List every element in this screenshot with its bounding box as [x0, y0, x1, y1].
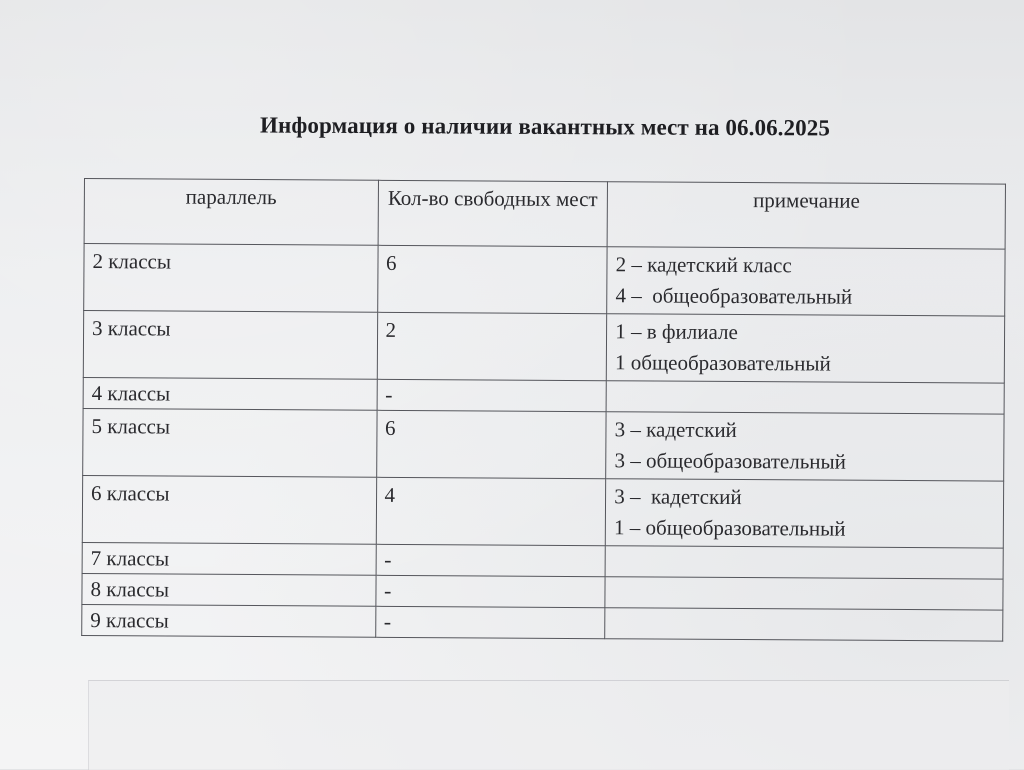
table-row [83, 311, 1004, 384]
grade-cell: 7 классы [82, 542, 376, 575]
count-cell: - [376, 544, 606, 576]
note-line: 3 – кадетский [614, 417, 737, 442]
faded-backside-form [88, 680, 1009, 770]
grade-cell: 5 классы [83, 408, 377, 477]
grade-cell: 6 классы [82, 475, 376, 544]
notes-cell [605, 546, 1003, 579]
grade-cell: 8 классы [82, 573, 376, 606]
count-cell: 2 [377, 312, 607, 380]
note-line: 3 – общеобразовательный [614, 448, 846, 474]
count-cell: 4 [376, 477, 606, 545]
vacancy-table [81, 178, 1006, 642]
header-notes: примечание [607, 182, 1005, 249]
note-line: 1 – общеобразовательный [614, 515, 846, 541]
table-header-row [84, 179, 1005, 250]
table-row [82, 604, 1003, 641]
notes-cell [606, 381, 1004, 414]
table-row [82, 475, 1003, 548]
notes-cell [605, 479, 1003, 548]
count-cell: - [375, 575, 605, 607]
note-line: 1 – в филиале [615, 319, 738, 344]
notes-cell [607, 247, 1005, 316]
notes-cell [606, 314, 1004, 383]
notes-cell [605, 608, 1003, 641]
grade-cell: 2 классы [84, 244, 378, 313]
note-line: 2 – кадетский класс [615, 252, 792, 278]
count-cell: - [377, 379, 607, 411]
notes-cell [605, 577, 1003, 610]
header-grade: параллель [84, 179, 378, 246]
grade-cell: 4 классы [83, 377, 377, 410]
grade-cell: 9 классы [82, 604, 376, 637]
note-line: 1 общеобразовательный [615, 350, 831, 376]
count-cell: 6 [376, 410, 606, 478]
count-cell: - [375, 606, 605, 638]
grade-cell: 3 классы [83, 311, 377, 380]
table-row [83, 408, 1004, 481]
document-title: Информация о наличии вакантных мест на 06.06.2025 [259, 112, 831, 141]
notes-cell [606, 412, 1004, 481]
count-cell: 6 [377, 245, 607, 313]
note-line: 3 – кадетский [614, 484, 742, 510]
header-free-places: Кол-во свободных мест [378, 180, 608, 246]
table-row [84, 244, 1005, 317]
note-line: 4 – общеобразовательный [615, 283, 853, 309]
